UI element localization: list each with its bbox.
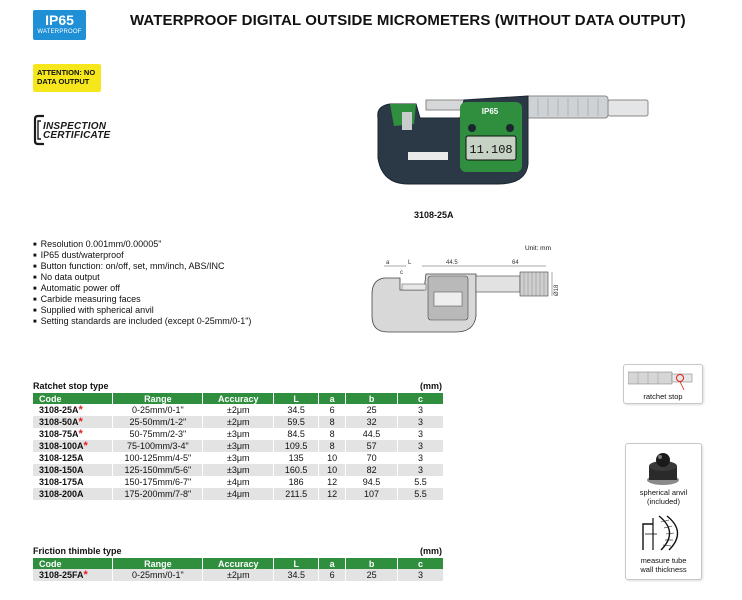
cell-code-text: 3108-200A: [39, 489, 84, 499]
cell-code-text: 3108-25FA: [39, 570, 84, 580]
table-row: [33, 452, 444, 464]
cell-code-text: 3108-150A: [39, 465, 84, 475]
header-code: Code: [33, 558, 113, 569]
table-row: [33, 569, 444, 581]
header-a: a: [319, 393, 346, 404]
tube-label-line1: measure tube: [640, 556, 687, 565]
micrometer-photo: [368, 88, 660, 200]
cell-range: 50-75mm/2-3": [113, 428, 203, 440]
header-code: Code: [33, 393, 113, 404]
cell-b: 82: [346, 464, 398, 476]
ratchet-knob: [608, 100, 648, 116]
inspection-certificate-logo: [33, 113, 133, 147]
table-header-row: [33, 393, 444, 404]
friction-table-title: Friction thimble type: [33, 546, 122, 556]
cell-c: 3: [398, 464, 444, 476]
feature-item: ■ IP65 dust/waterproof: [33, 250, 251, 261]
cell-b: 44.5: [346, 428, 398, 440]
cell-b: 32: [346, 416, 398, 428]
cell-a: 8: [319, 440, 346, 452]
star-mark: *: [83, 440, 88, 452]
cell-range: 0-25mm/0-1": [113, 404, 203, 416]
cell-code: [33, 404, 113, 416]
cell-accuracy: ±2μm: [203, 416, 274, 428]
cell-code: [33, 452, 113, 464]
ip65-badge-title: IP65: [45, 12, 74, 28]
feature-item: ■ Automatic power off: [33, 283, 251, 294]
drawing-lcd: [434, 292, 462, 306]
cell-accuracy: ±2μm: [203, 569, 274, 581]
cell-code: [33, 476, 113, 488]
attention-badge: ATTENTION: NO DATA OUTPUT: [33, 64, 101, 92]
anvil-face: [402, 112, 412, 130]
cell-code: [33, 488, 113, 500]
cell-b: 70: [346, 452, 398, 464]
cell-accuracy: ±3μm: [203, 452, 274, 464]
star-mark: *: [83, 569, 88, 581]
cell-code-text: 3108-125A: [39, 453, 84, 463]
ip65-badge: [33, 10, 86, 40]
drawing-thimble: [520, 272, 548, 296]
dim-64-label: 64: [512, 260, 519, 266]
header-accuracy: Accuracy: [203, 393, 274, 404]
cell-b: 94.5: [346, 476, 398, 488]
cell-L: 84.5: [274, 428, 319, 440]
cell-a: 10: [319, 452, 346, 464]
cell-c: 3: [398, 569, 444, 581]
cell-accuracy: ±4μm: [203, 476, 274, 488]
dim-44-label: 44.5: [446, 260, 458, 266]
anvil-label-line2: (included): [647, 497, 680, 506]
ratchet-table-title: Ratchet stop type: [33, 381, 109, 391]
cell-code-text: 3108-75A: [39, 429, 79, 439]
cell-code-text: 3108-25A: [39, 405, 79, 415]
ratchet-stop-label: ratchet stop: [643, 392, 683, 401]
header-b: b: [346, 393, 398, 404]
lcd-value: 11.108: [469, 143, 513, 157]
cell-c: 5.5: [398, 476, 444, 488]
feature-item: ■ Resolution 0.001mm/0.00005": [33, 239, 251, 250]
spherical-anvil-icon: [643, 452, 683, 486]
ip65-badge-subtitle: WATERPROOF: [37, 29, 82, 35]
dim-L-label: L: [408, 260, 412, 266]
certificate-line1: INSPECTION: [43, 121, 107, 132]
cell-b: 25: [346, 569, 398, 581]
cell-L: 34.5: [274, 569, 319, 581]
header-c: c: [398, 558, 444, 569]
header-L: L: [274, 393, 319, 404]
cell-L: 160.5: [274, 464, 319, 476]
cell-code: [33, 416, 113, 428]
header-c: c: [398, 393, 444, 404]
cell-code: [33, 464, 113, 476]
cell-range: 125-150mm/5-6": [113, 464, 203, 476]
drawing-sleeve: [476, 276, 520, 292]
header-range: Range: [113, 393, 203, 404]
measure-tube-icon: [639, 514, 689, 552]
cell-L: 59.5: [274, 416, 319, 428]
cell-a: 6: [319, 569, 346, 581]
measure-tube-label: [626, 556, 701, 574]
cell-code-text: 3108-100A: [39, 441, 84, 451]
cell-a: 8: [319, 416, 346, 428]
star-mark: *: [78, 404, 83, 416]
cell-accuracy: ±3μm: [203, 428, 274, 440]
cell-code-text: 3108-50A: [39, 417, 79, 427]
cell-b: 107: [346, 488, 398, 500]
cell-L: 109.5: [274, 440, 319, 452]
ratchet-stop-card: [623, 364, 703, 404]
dim-c-label: c: [400, 270, 403, 276]
table-row: [33, 476, 444, 488]
cell-L: 186: [274, 476, 319, 488]
cell-range: 150-175mm/6-7": [113, 476, 203, 488]
cell-range: 100-125mm/4-5": [113, 452, 203, 464]
table-row: [33, 464, 444, 476]
feature-item: ■ Button function: on/off, set, mm/inch, ABS/INC: [33, 261, 251, 272]
cell-accuracy: ±3μm: [203, 440, 274, 452]
cell-range: 25-50mm/1-2": [113, 416, 203, 428]
cell-c: 5.5: [398, 488, 444, 500]
cell-b: 25: [346, 404, 398, 416]
dimension-drawing: [366, 254, 568, 342]
ratchet-stop-icon: [628, 368, 698, 390]
header-accuracy: Accuracy: [203, 558, 274, 569]
dim-a-label: a: [386, 260, 390, 266]
cell-code: [33, 569, 113, 581]
ratchet-stop-table: [33, 393, 444, 500]
table-row: [33, 488, 444, 500]
cell-a: 12: [319, 476, 346, 488]
header-L: L: [274, 558, 319, 569]
star-mark: *: [78, 428, 83, 440]
photo-caption: 3108-25A: [414, 210, 454, 220]
cell-code: [33, 440, 113, 452]
cell-code-text: 3108-175A: [39, 477, 84, 487]
micrometer-sleeve: [523, 96, 608, 118]
brand-label: [408, 152, 448, 160]
accessory-card: [625, 443, 702, 580]
feature-list: [33, 239, 251, 327]
star-mark: *: [78, 416, 83, 428]
cell-a: 8: [319, 428, 346, 440]
header-range: Range: [113, 558, 203, 569]
tube-label-line2: wall thickness: [640, 565, 687, 574]
cell-accuracy: ±4μm: [203, 488, 274, 500]
cell-c: 3: [398, 440, 444, 452]
feature-item: ■ Supplied with spherical anvil: [33, 305, 251, 316]
cell-c: 3: [398, 404, 444, 416]
feature-item: ■ No data output: [33, 272, 251, 283]
header-a: a: [319, 558, 346, 569]
cell-L: 211.5: [274, 488, 319, 500]
panel-button: [506, 124, 514, 132]
panel-label: IP65: [481, 107, 499, 116]
cell-L: 135: [274, 452, 319, 464]
cell-c: 3: [398, 428, 444, 440]
cell-range: 175-200mm/7-8": [113, 488, 203, 500]
cell-accuracy: ±2μm: [203, 404, 274, 416]
table-row: [33, 440, 444, 452]
cell-a: 10: [319, 464, 346, 476]
cell-L: 34.5: [274, 404, 319, 416]
table-header-row: [33, 558, 444, 569]
cell-range: 75-100mm/3-4": [113, 440, 203, 452]
cell-a: 12: [319, 488, 346, 500]
cell-accuracy: ±3μm: [203, 464, 274, 476]
feature-item: ■ Carbide measuring faces: [33, 294, 251, 305]
table-row: [33, 428, 444, 440]
page-title: WATERPROOF DIGITAL OUTSIDE MICROMETERS (WITHOUT DATA OUTPUT): [130, 12, 686, 29]
spherical-anvil-label: [626, 488, 701, 506]
anvil-label-line1: spherical anvil: [639, 488, 688, 497]
drawing-spindle: [402, 284, 426, 290]
friction-table-unit: (mm): [420, 546, 442, 556]
cell-a: 6: [319, 404, 346, 416]
table-row: [33, 404, 444, 416]
certificate-line2: CERTIFICATE: [43, 130, 111, 141]
dim-d2-label: Ø18: [554, 284, 560, 296]
cell-b: 57: [346, 440, 398, 452]
cell-c: 3: [398, 416, 444, 428]
feature-item: ■ Setting standards are included (except 0-25mm/0-1"): [33, 316, 251, 327]
unit-note: Unit: mm: [525, 245, 551, 252]
friction-thimble-table: [33, 558, 444, 581]
panel-button: [468, 124, 476, 132]
header-b: b: [346, 558, 398, 569]
table-row: [33, 416, 444, 428]
cell-c: 3: [398, 452, 444, 464]
cell-code: [33, 428, 113, 440]
ratchet-table-unit: (mm): [420, 381, 442, 391]
cell-range: 0-25mm/0-1": [113, 569, 203, 581]
